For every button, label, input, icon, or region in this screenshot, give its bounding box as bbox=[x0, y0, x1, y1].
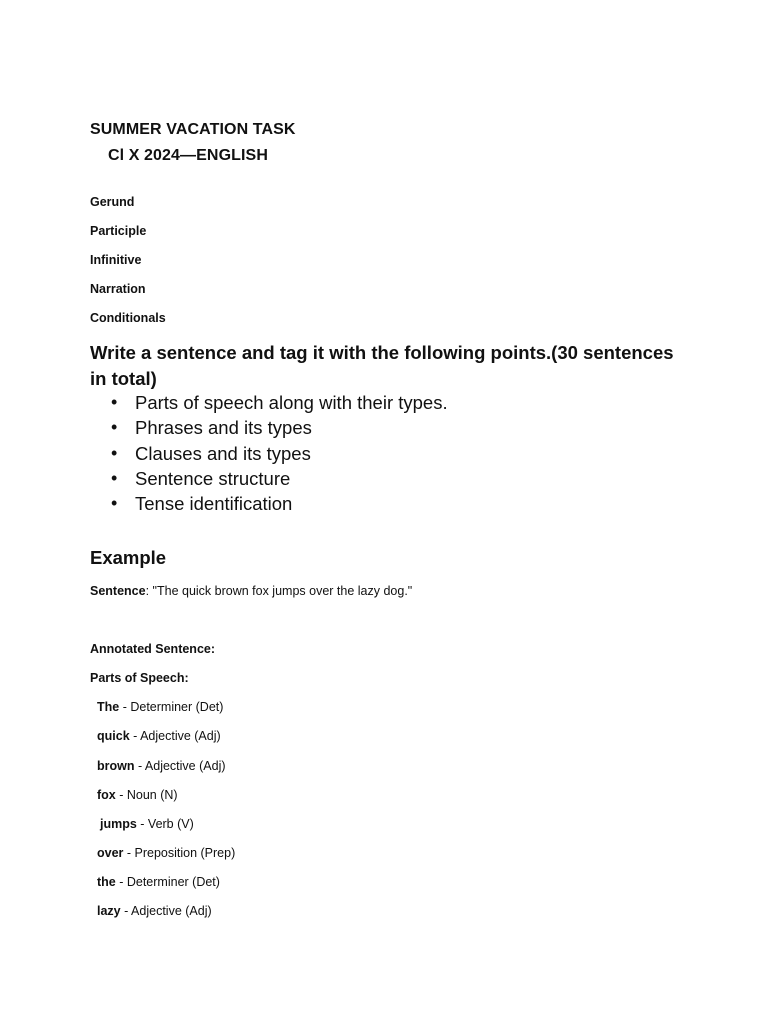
word-tag-row bbox=[97, 788, 178, 802]
point-text: Sentence structure bbox=[135, 467, 291, 489]
list-item bbox=[90, 415, 448, 440]
bullet-icon: • bbox=[111, 392, 118, 412]
word: brown bbox=[97, 759, 135, 773]
word-tag: - Adjective (Adj) bbox=[129, 729, 221, 743]
list-item bbox=[90, 390, 448, 415]
word: lazy bbox=[97, 904, 121, 918]
word: fox bbox=[97, 788, 116, 802]
word: The bbox=[97, 700, 120, 714]
word-tag-row bbox=[97, 904, 212, 918]
word-tag: - Noun (N) bbox=[115, 788, 178, 802]
parts-of-speech-label: Parts of Speech: bbox=[90, 671, 189, 685]
annotated-sentence-label: Annotated Sentence: bbox=[90, 642, 216, 656]
word: jumps bbox=[100, 817, 137, 831]
document-subtitle: Cl X 2024—ENGLISH bbox=[108, 147, 268, 164]
word-tag-row bbox=[97, 700, 223, 714]
word: over bbox=[97, 846, 124, 860]
word-tag: - Verb (V) bbox=[136, 817, 194, 831]
word-tag: - Adjective (Adj) bbox=[134, 759, 226, 773]
point-text: Tense identification bbox=[135, 493, 293, 515]
word-tag-row bbox=[97, 759, 226, 773]
sentence-text: : "The quick brown fox jumps over the lazy dog." bbox=[145, 584, 413, 598]
word-tag: - Determiner (Det) bbox=[119, 700, 224, 714]
point-text: Parts of speech along with their types. bbox=[135, 392, 448, 413]
bullet-icon: • bbox=[111, 467, 118, 488]
point-text: Phrases and its types bbox=[135, 417, 312, 439]
example-sentence bbox=[90, 584, 412, 598]
word-tag: - Preposition (Prep) bbox=[123, 846, 236, 860]
topic-item: Narration bbox=[90, 282, 146, 296]
list-item bbox=[90, 441, 448, 466]
word-tag-row bbox=[97, 729, 221, 743]
point-text: Clauses and its types bbox=[135, 442, 311, 464]
sentence-label: Sentence bbox=[90, 584, 146, 598]
list-item bbox=[90, 466, 448, 491]
topic-item: Conditionals bbox=[90, 311, 166, 325]
bullet-icon: • bbox=[111, 493, 118, 514]
word-tag-row bbox=[97, 875, 220, 889]
word-tag-row bbox=[100, 817, 194, 831]
word-tag-row bbox=[97, 846, 235, 860]
bullet-icon: • bbox=[111, 417, 118, 438]
word-tag: - Adjective (Adj) bbox=[120, 904, 212, 918]
topic-item: Gerund bbox=[90, 195, 135, 209]
topic-item: Participle bbox=[90, 224, 147, 238]
task-points-list bbox=[90, 390, 448, 516]
word-tag: - Determiner (Det) bbox=[115, 875, 220, 889]
word: the bbox=[97, 875, 116, 889]
task-heading: Write a sentence and tag it with the following points.(30 sentences in total) bbox=[90, 342, 674, 389]
word: quick bbox=[97, 729, 130, 743]
topic-item: Infinitive bbox=[90, 253, 142, 267]
document-title: SUMMER VACATION TASK bbox=[90, 121, 296, 138]
example-heading: Example bbox=[90, 547, 167, 568]
bullet-icon: • bbox=[111, 442, 118, 463]
list-item bbox=[90, 491, 448, 516]
